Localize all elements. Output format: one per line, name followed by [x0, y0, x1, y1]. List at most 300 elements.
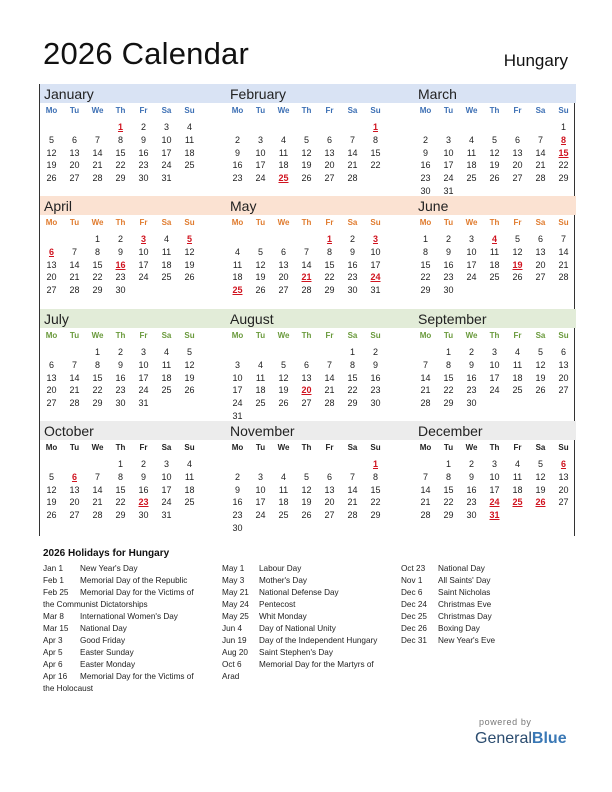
calendar-date: 13	[46, 259, 57, 270]
calendar-date: 16	[115, 372, 126, 383]
calendar-date: 27	[46, 398, 57, 409]
month-name: September	[414, 309, 576, 328]
holiday-date: 19	[512, 259, 523, 270]
calendar-date: 24	[443, 173, 454, 184]
calendar-date: 28	[92, 510, 103, 521]
holiday-entry-name: Easter Monday	[80, 660, 136, 669]
calendar-date: 14	[324, 372, 335, 383]
calendar-date: 26	[489, 173, 500, 184]
calendar-date: 9	[349, 246, 355, 257]
calendar-date: 20	[535, 259, 546, 270]
calendar-date: 4	[280, 134, 286, 145]
holiday-entry-name: Easter Sunday	[80, 648, 134, 657]
weekday-label: Th	[115, 106, 126, 115]
calendar-date: 26	[301, 173, 312, 184]
calendar-date: 7	[326, 359, 332, 370]
calendar-date: 25	[161, 272, 172, 283]
weekday-label: Sa	[535, 218, 546, 227]
calendar-date: 21	[92, 497, 103, 508]
calendar-date: 2	[349, 234, 355, 244]
calendar-date: 6	[280, 246, 286, 257]
calendar-date: 26	[278, 398, 289, 409]
calendar-date: 5	[48, 134, 54, 145]
calendar-date: 5	[280, 359, 286, 370]
calendar-date: 7	[94, 134, 100, 145]
weekday-label: Tu	[255, 218, 266, 227]
holiday-entry-date: Jan 1	[43, 564, 64, 573]
holiday-entry-date: May 1	[222, 564, 245, 573]
calendar-date: 8	[372, 134, 378, 145]
calendar-date: 20	[69, 497, 80, 508]
weekday-label: Sa	[347, 331, 358, 340]
holiday-entry-name: Saint Nicholas	[438, 588, 491, 597]
calendar-date: 17	[161, 484, 172, 495]
calendar-date: 12	[184, 246, 195, 257]
calendar-date: 4	[186, 459, 192, 469]
calendar-date: 24	[138, 272, 149, 283]
calendar-date: 26	[184, 272, 195, 283]
calendar-date: 21	[69, 385, 80, 396]
holiday-entry-name-continued: the Holocaust	[43, 684, 94, 693]
weekday-label: Sa	[347, 443, 358, 452]
calendar-date: 5	[186, 347, 192, 357]
holiday-entry-date: Apr 3	[43, 636, 63, 645]
weekday-label: Su	[184, 443, 195, 452]
calendar-date: 17	[255, 160, 266, 171]
calendar-date: 14	[92, 484, 103, 495]
calendar-date: 12	[184, 359, 195, 370]
weekday-label: We	[91, 331, 104, 340]
calendar-date: 27	[69, 173, 80, 184]
calendar-date: 9	[117, 359, 123, 370]
calendar-date: 17	[443, 160, 454, 171]
holiday-entry-name: Labour Day	[259, 564, 302, 573]
calendar-date: 2	[445, 234, 451, 244]
month-august	[226, 309, 414, 421]
month-january	[40, 84, 228, 196]
calendar-date: 6	[326, 134, 332, 145]
weekday-label: Mo	[45, 443, 58, 452]
calendar-date: 13	[324, 484, 335, 495]
weekday-label: Tu	[69, 218, 80, 227]
calendar-date: 4	[163, 347, 169, 357]
weekday-label: Fr	[513, 106, 522, 115]
calendar-date: 2	[140, 122, 146, 132]
calendar-date: 14	[69, 259, 80, 270]
calendar-date: 3	[491, 347, 497, 357]
calendar-date: 9	[140, 471, 146, 482]
holiday-entry-name: Memorial Day for the Victims of	[80, 588, 194, 597]
calendar-date: 5	[537, 347, 543, 357]
holiday-entry-name: Christmas Eve	[438, 600, 492, 609]
calendar-date: 19	[46, 160, 57, 171]
calendar-date: 21	[347, 497, 358, 508]
calendar-date: 10	[370, 246, 381, 257]
calendar-date: 24	[255, 173, 266, 184]
calendar-date: 21	[535, 160, 546, 171]
holiday-date: 5	[186, 234, 192, 244]
calendar-date: 14	[535, 147, 546, 158]
weekday-label: Th	[489, 218, 500, 227]
calendar-date: 15	[92, 259, 103, 270]
calendar-date: 10	[489, 359, 500, 370]
weekday-label: Sa	[161, 443, 172, 452]
weekday-label: Tu	[69, 443, 80, 452]
calendar-date: 30	[347, 285, 358, 296]
calendar-date: 19	[278, 385, 289, 396]
calendar-date: 12	[255, 259, 266, 270]
holiday-entry-date: Dec 25	[401, 612, 427, 621]
weekday-label: Mo	[231, 106, 244, 115]
holiday-entry-name: Saint Stephen's Day	[259, 648, 333, 657]
holiday-date: 20	[301, 385, 312, 396]
calendar-date: 30	[466, 510, 477, 521]
calendar-date: 20	[324, 497, 335, 508]
holiday-entry	[43, 623, 194, 635]
calendar-date: 31	[370, 285, 381, 296]
calendar-date: 20	[512, 160, 523, 171]
calendar-date: 17	[232, 385, 243, 396]
month-name: April	[40, 196, 228, 215]
calendar-date: 5	[257, 246, 263, 257]
calendar-date: 21	[69, 272, 80, 283]
calendar-date: 22	[558, 160, 569, 171]
calendar-date: 4	[257, 359, 263, 370]
calendar-date: 17	[138, 259, 149, 270]
calendar-date: 10	[138, 246, 149, 257]
holiday-entry-date: Mar 15	[43, 624, 69, 633]
weekday-label: Tu	[69, 106, 80, 115]
calendar-date: 26	[46, 173, 57, 184]
calendar-date: 21	[92, 160, 103, 171]
calendar-date: 15	[370, 484, 381, 495]
calendar-date: 30	[138, 510, 149, 521]
calendar-date: 17	[255, 497, 266, 508]
calendar-date: 7	[349, 134, 355, 145]
calendar-date: 8	[117, 134, 123, 145]
calendar-date: 22	[115, 497, 126, 508]
calendar-date: 15	[324, 259, 335, 270]
holiday-entry-date: Mar 8	[43, 612, 64, 621]
calendar-date: 3	[140, 347, 146, 357]
month-june	[414, 196, 576, 308]
calendar-date: 20	[46, 272, 57, 283]
calendar-date: 7	[303, 246, 309, 257]
weekday-label: Mo	[231, 218, 244, 227]
weekday-label: Th	[301, 443, 312, 452]
holiday-entry	[401, 623, 495, 635]
calendar-date: 23	[466, 385, 477, 396]
holiday-entry-name: New Year's Eve	[438, 636, 496, 645]
calendar-date: 18	[184, 147, 195, 158]
calendar-date: 16	[466, 484, 477, 495]
calendar-date: 30	[115, 285, 126, 296]
holiday-date: 24	[489, 497, 500, 508]
month-name: May	[226, 196, 414, 215]
calendar-date: 28	[69, 398, 80, 409]
calendar-date: 22	[420, 272, 431, 283]
weekday-label: Tu	[255, 106, 266, 115]
weekday-label: Fr	[513, 443, 522, 452]
calendar-date: 24	[161, 160, 172, 171]
calendar-date: 28	[347, 510, 358, 521]
month-december	[414, 421, 576, 533]
calendar-date: 15	[92, 372, 103, 383]
holiday-entry-date: Feb 25	[43, 588, 69, 597]
calendar-date: 12	[489, 147, 500, 158]
holiday-entry-date: May 3	[222, 576, 245, 585]
weekday-label: We	[465, 106, 478, 115]
calendar-date: 27	[324, 510, 335, 521]
holiday-entry-name: Pentecost	[259, 600, 296, 609]
calendar-date: 9	[468, 471, 474, 482]
calendar-date: 22	[115, 160, 126, 171]
holiday-entry	[43, 659, 194, 671]
weekday-label: Mo	[231, 331, 244, 340]
month-name: June	[414, 196, 576, 215]
calendar-date: 15	[115, 484, 126, 495]
calendar-date: 7	[537, 134, 543, 145]
powered-by-text: powered by	[479, 717, 532, 727]
month-april	[40, 196, 228, 308]
weekday-label: Tu	[69, 331, 80, 340]
calendar-date: 5	[303, 134, 309, 145]
calendar-date: 10	[161, 471, 172, 482]
calendar-date: 3	[468, 234, 474, 244]
calendar-date: 18	[184, 484, 195, 495]
weekday-label: Fr	[139, 331, 148, 340]
calendar-date: 5	[303, 471, 309, 482]
holiday-entry-date: Aug 20	[222, 648, 248, 657]
calendar-date: 31	[232, 411, 243, 421]
holiday-entry-name: Day of National Unity	[259, 624, 336, 633]
calendar-date: 30	[115, 398, 126, 409]
holiday-entry	[222, 587, 377, 599]
calendar-date: 4	[468, 134, 474, 145]
calendar-date: 13	[535, 246, 546, 257]
calendar-date: 14	[92, 147, 103, 158]
calendar-date: 21	[347, 160, 358, 171]
calendar-date: 12	[301, 147, 312, 158]
calendar-date: 23	[466, 497, 477, 508]
calendar-date: 7	[422, 471, 428, 482]
calendar-date: 23	[443, 272, 454, 283]
holiday-entry-name: All Saints' Day	[438, 576, 491, 585]
weekday-label: Su	[184, 218, 195, 227]
brand-part-b: Blue	[531, 730, 567, 747]
weekday-label: Mo	[45, 331, 58, 340]
calendar-date: 13	[512, 147, 523, 158]
holiday-entry-date: May 24	[222, 600, 249, 609]
calendar-date: 19	[489, 160, 500, 171]
calendar-date: 15	[115, 147, 126, 158]
holiday-date: 15	[558, 147, 569, 158]
calendar-date: 28	[558, 272, 569, 283]
calendar-date: 30	[232, 523, 243, 533]
holiday-entry	[401, 587, 495, 599]
brand-part-a: General	[475, 730, 532, 747]
calendar-date: 7	[71, 359, 77, 370]
holiday-entry-name: Boxing Day	[438, 624, 480, 633]
weekday-label: We	[277, 218, 290, 227]
month-september	[414, 309, 576, 421]
weekday-label: Su	[370, 218, 381, 227]
calendar-date: 2	[234, 134, 240, 145]
holiday-date: 21	[301, 272, 312, 283]
calendar-date: 24	[466, 272, 477, 283]
calendar-date: 12	[301, 484, 312, 495]
calendar-date: 22	[347, 385, 358, 396]
holiday-entry-name: Christmas Day	[438, 612, 492, 621]
holiday-date: 23	[138, 497, 149, 508]
calendar-date: 9	[372, 359, 378, 370]
calendar-date: 29	[370, 510, 381, 521]
holiday-entry	[401, 635, 495, 647]
holiday-entry-date: May 21	[222, 588, 249, 597]
calendar-date: 2	[140, 459, 146, 469]
calendar-date: 23	[138, 160, 149, 171]
holiday-entry	[43, 611, 194, 623]
calendar-date: 29	[347, 398, 358, 409]
calendar-date: 19	[184, 259, 195, 270]
weekday-label: Th	[301, 331, 312, 340]
month-name: November	[226, 421, 414, 440]
calendar-date: 6	[326, 471, 332, 482]
calendar-date: 13	[69, 147, 80, 158]
calendar-date: 20	[46, 385, 57, 396]
calendar-date: 11	[278, 484, 289, 495]
calendar-date: 20	[69, 160, 80, 171]
weekday-label: We	[91, 218, 104, 227]
calendar-date: 6	[560, 347, 566, 357]
holiday-date: 1	[117, 122, 123, 132]
calendar-date: 26	[301, 510, 312, 521]
calendar-date: 24	[161, 497, 172, 508]
holidays-title: 2026 Holidays for Hungary	[43, 548, 170, 559]
holiday-entry-date: May 25	[222, 612, 249, 621]
weekday-label: Mo	[231, 443, 244, 452]
calendar-date: 19	[301, 160, 312, 171]
weekday-label: Tu	[443, 218, 454, 227]
calendar-date: 4	[280, 471, 286, 482]
holiday-entry	[43, 647, 194, 659]
calendar-date: 9	[234, 147, 240, 158]
holiday-entry-date: Nov 1	[401, 576, 423, 585]
calendar-date: 15	[370, 147, 381, 158]
holiday-entry-date: Dec 31	[401, 636, 427, 645]
holiday-entry	[222, 635, 377, 647]
calendar-date: 12	[535, 359, 546, 370]
weekday-label: We	[277, 331, 290, 340]
calendar-date: 22	[370, 497, 381, 508]
calendar-date: 10	[232, 372, 243, 383]
generalblue-logo[interactable]	[475, 730, 567, 748]
calendar-date: 9	[468, 359, 474, 370]
month-july	[40, 309, 228, 421]
calendar-date: 14	[420, 484, 431, 495]
calendar-date: 24	[489, 385, 500, 396]
calendar-date: 10	[255, 147, 266, 158]
calendar-date: 20	[558, 372, 569, 383]
calendar-date: 4	[163, 234, 169, 244]
calendar-date: 16	[466, 372, 477, 383]
weekday-label: Fr	[139, 443, 148, 452]
holiday-entry	[43, 635, 194, 647]
calendar-date: 10	[161, 134, 172, 145]
calendar-date: 25	[255, 398, 266, 409]
holiday-entry-name: National Defense Day	[259, 588, 339, 597]
weekday-label: Su	[184, 106, 195, 115]
weekday-label: Fr	[325, 443, 334, 452]
holiday-entry	[43, 587, 194, 611]
calendar-date: 6	[514, 134, 520, 145]
calendar-date: 26	[184, 385, 195, 396]
calendar-date: 27	[69, 510, 80, 521]
weekday-label: Su	[558, 106, 569, 115]
weekday-label: Th	[115, 331, 126, 340]
calendar-date: 26	[46, 510, 57, 521]
calendar-date: 19	[535, 372, 546, 383]
calendar-date: 22	[324, 272, 335, 283]
calendar-date: 20	[324, 160, 335, 171]
calendar-date: 31	[161, 173, 172, 184]
calendar-date: 29	[324, 285, 335, 296]
calendar-date: 9	[445, 246, 451, 257]
weekday-label: Fr	[513, 218, 522, 227]
calendar-date: 8	[422, 246, 428, 257]
calendar-date: 7	[71, 246, 77, 257]
calendar-date: 10	[466, 246, 477, 257]
weekday-label: Th	[489, 331, 500, 340]
calendar-date: 18	[512, 484, 523, 495]
holiday-entry-name: Day of the Independent Hungary	[259, 636, 378, 645]
weekday-label: Sa	[535, 106, 546, 115]
holiday-date: 3	[140, 234, 146, 244]
month-may	[226, 196, 414, 308]
calendar-date: 12	[535, 471, 546, 482]
calendar-date: 19	[255, 272, 266, 283]
holiday-entry-name: Memorial Day for the Victims of	[80, 672, 194, 681]
calendar-date: 27	[558, 497, 569, 508]
calendar-date: 25	[161, 385, 172, 396]
calendar-date: 9	[422, 147, 428, 158]
weekday-label: Tu	[443, 443, 454, 452]
calendar-date: 18	[466, 160, 477, 171]
calendar-date: 23	[232, 510, 243, 521]
calendar-date: 30	[370, 398, 381, 409]
holiday-entry-date: Dec 26	[401, 624, 427, 633]
calendar-date: 11	[466, 147, 477, 158]
weekday-label: Su	[370, 106, 381, 115]
calendar-date: 23	[370, 385, 381, 396]
calendar-date: 13	[301, 372, 312, 383]
calendar-date: 18	[512, 372, 523, 383]
calendar-date: 2	[117, 234, 123, 244]
weekday-label: Su	[558, 331, 569, 340]
calendar-date: 23	[232, 173, 243, 184]
weekday-label: We	[465, 218, 478, 227]
calendar-date: 29	[443, 510, 454, 521]
weekday-label: We	[465, 331, 478, 340]
calendar-date: 11	[184, 134, 195, 145]
calendar-date: 1	[422, 234, 428, 244]
calendar-date: 13	[558, 359, 569, 370]
holiday-entry-date: Dec 24	[401, 600, 427, 609]
weekday-label: Mo	[45, 218, 58, 227]
holiday-entry-name: Mother's Day	[259, 576, 307, 585]
weekday-label: Th	[489, 443, 500, 452]
calendar-date: 1	[445, 347, 451, 357]
